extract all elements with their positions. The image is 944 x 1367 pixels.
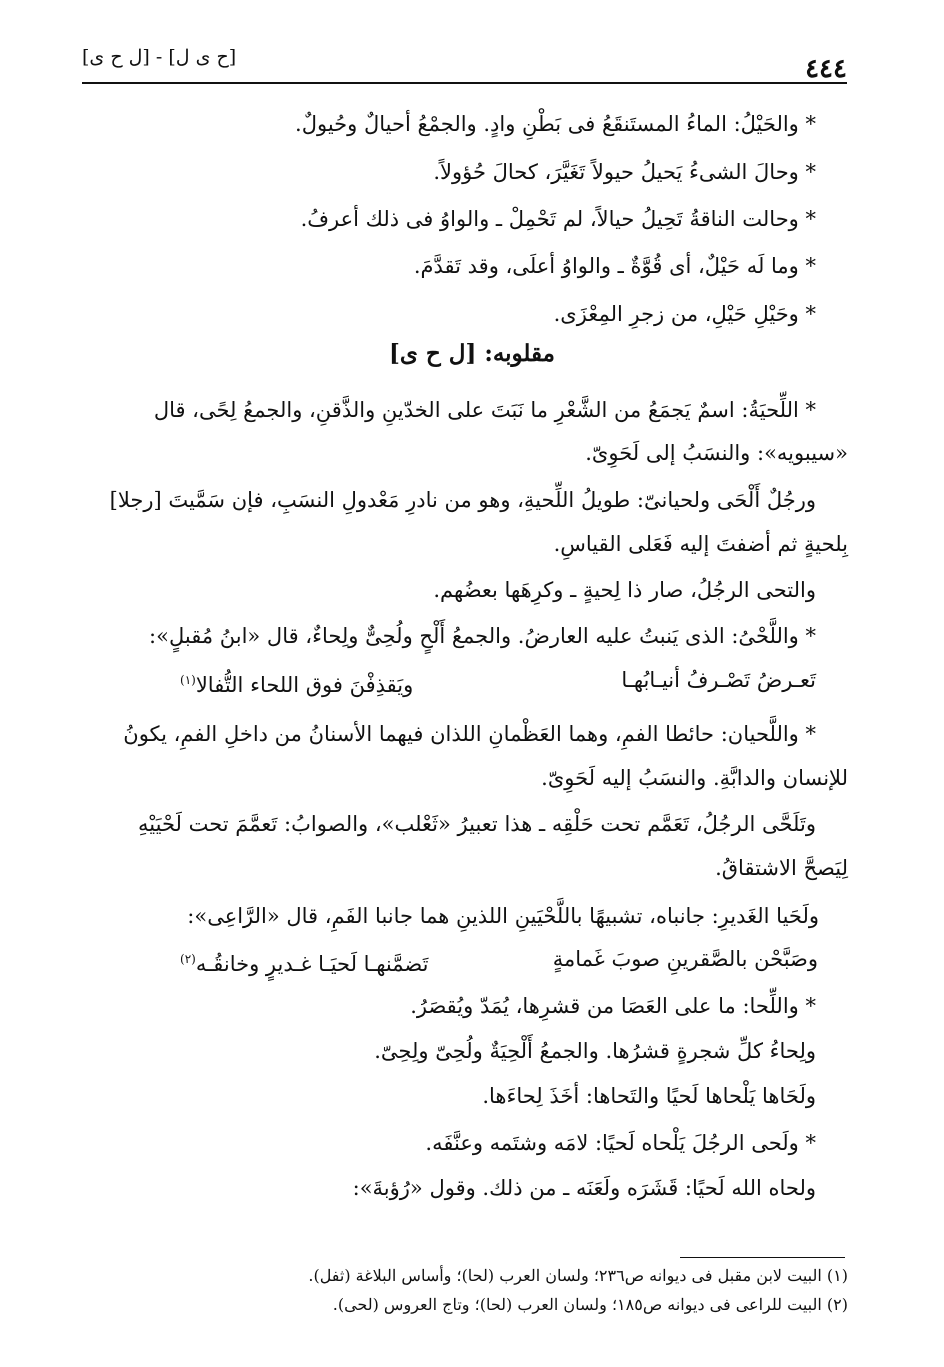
footnote: (٢) البيت للراعى فى ديوانه ص١٨٥؛ ولسان العرب (لحا)؛ وتاج العروس (لحى). <box>332 1295 848 1314</box>
entry-line: * وما لَه حَيْلٌ، أى قُوَّةٌ ـ والواوُ أعلَى، وقد تَقدَّمَ. <box>413 254 816 278</box>
page-header <box>82 42 847 84</box>
paragraph-line: * ولَحى الرجُلَ يَلْحاه لَحيًا: لامَه وشتَمه وعنَّفَه. <box>425 1131 816 1155</box>
entry-line: * وحالَ الشىءُ يَحيلُ حيولاً تَغَيَّرَ، كحالَ حُؤولاً. <box>433 160 816 184</box>
paragraph-line: ولحاه الله لَحيًا: قَشَرَه ولَعَنَه ـ من ذلك. وقول «رُؤبةَ»: <box>352 1176 816 1200</box>
footnote-ref: (١) <box>180 673 196 687</box>
poem-verse <box>180 664 816 696</box>
section-heading: مقلوبه: [ل ح ى] <box>388 340 556 367</box>
verse-second-hemistich <box>180 943 428 980</box>
footnote: (١) البيت لابن مقبل فى ديوانه ص٢٣٦؛ ولسان العرب (لحا)؛ وأساس البلاغة (ثفل). <box>308 1266 848 1285</box>
paragraph-line: ولَحَيا الغَديرِ: جانباه، تشبيهًا باللَّحْيَينِ اللذينِ هما جانبا الفَمِ، قال «الرَّاعِى»: <box>187 904 819 928</box>
poem-verse <box>180 943 818 975</box>
paragraph-line: * اللِّحيَةُ: اسمٌ يَجمَعُ من الشَّعْرِ ما نَبَتَ على الخدّينِ والذَّقنِ، والجمعُ لِحًى، قال <box>153 398 816 422</box>
running-head: [ح ى ل] - [ل ح ى] <box>82 46 237 68</box>
page-number: ٤٤٤ <box>805 54 847 84</box>
entry-line: * والحَيْلُ: الماءُ المستَنقَعُ فى بَطْنِ وادٍ. والجمْعُ أحيالٌ وحُيولٌ. <box>295 112 816 136</box>
verse-second-hemistich <box>180 664 413 701</box>
paragraph-line: بِلحيةٍ ثم أضفتَ إليه فَعَلى القياسِ. <box>553 532 848 556</box>
footnote-ref: (٢) <box>180 952 196 966</box>
footnote-divider <box>680 1257 845 1258</box>
paragraph-line: لِيَصحَّ الاشتقاقُ. <box>715 856 848 880</box>
paragraph-line: ولَحَاها يَلْحاها لَحيًا والتَحاها: أخَذَ لِحاءَها. <box>482 1084 816 1108</box>
paragraph-line: * واللَّحيان: حائطا الفمِ، وهما العَظْمانِ اللذان فيهما الأسنانُ من داخلِ الفمِ، يكونُ <box>123 722 816 746</box>
verse-first-hemistich: وصَبَّحْن بالصَّقرينِ صوبَ غَمامةٍ <box>552 947 818 971</box>
paragraph-line: ورجُلٌ أَلْحَى ولحيانىّ: طويلُ اللِّحيةِ، وهو من نادرِ مَعْدولِ النسَبِ، فإن سَمَّيتَ [رجلا] <box>109 488 816 512</box>
entry-line: * وحالت الناقةُ تَحِيلُ حيالاً، لم تَحْمِلْ ـ والواوُ فى ذلك أعرفُ. <box>300 207 816 231</box>
paragraph-line: والتحى الرجُلُ، صار ذا لِحيةٍ ـ وكرِهَها بعضُهم. <box>433 578 816 602</box>
entry-line: * وحَيْلِ حَيْلِ، من زجرِ المِعْزَى. <box>553 302 816 326</box>
paragraph-line: «سيبويه»: والنسَبُ إلى لَحَوِىّ. <box>585 441 848 465</box>
verse-text: ويَقذِفْنَ فوق اللحاء التُّفالا <box>195 673 414 697</box>
paragraph-line: وتَلَحَّى الرجُلُ، تَعَمَّم تحت حَلْقِه ـ هذا تعبيرُ «ثَعْلب»، والصوابُ: تَعمَّمَ تحت لَحْيَيْهِ <box>138 812 816 836</box>
verse-first-hemistich: تَعـرضُ تَصْـرفُ أنيـابُهـا <box>621 668 816 692</box>
paragraph-line: للإنسان والدابَّةِ. والنسَبُ إليه لَحَوِىّ. <box>541 766 848 790</box>
paragraph-line: ولِحاءُ كلِّ شجرةٍ قشرُها. والجمعُ أَلْحِيَةٌ ولُحِىّ ولِحِىّ. <box>374 1039 816 1063</box>
paragraph-line: * واللَّحْىُ: الذى يَنبتُ عليه العارضُ. والجمعُ أَلْحٍ ولُحِىٌّ ولِحاءٌ، قال «ابنُ مُقبلٍ»: <box>149 624 816 648</box>
paragraph-line: * واللِّحا: ما على العَصَا من قشرِها، يُمَدّ ويُقصَرُ. <box>410 994 816 1018</box>
verse-text: تَضمَّنهـا لَحيَـا غـديرٍ وخانقُـه <box>195 952 429 976</box>
